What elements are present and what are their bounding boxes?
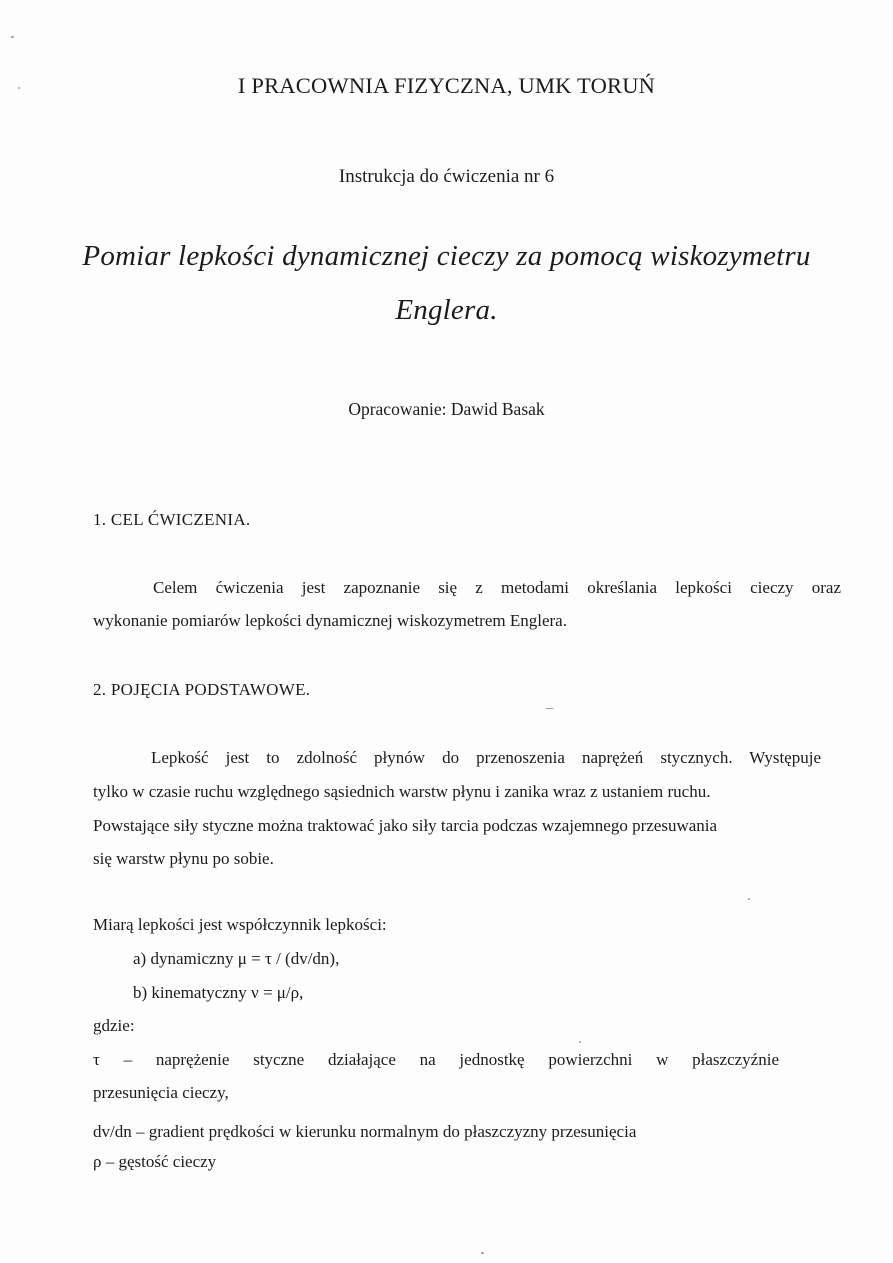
- definition-density: ρ – gęstość cieczy: [93, 1152, 217, 1171]
- scan-speck: [481, 1252, 484, 1254]
- definition-velocity-gradient: dv/dn – gradient prędkości w kierunku normalnym do płaszczyzny przesunięcia: [93, 1122, 637, 1141]
- list-item-kinematic: b) kinematyczny ν = μ/ρ,: [133, 983, 304, 1002]
- list-item-dynamic: a) dynamiczny μ = τ / (dv/dn),: [133, 949, 340, 968]
- definition-tau: τ – naprężenie styczne działające na jednostkę powierzchni w płaszczyźnie: [93, 1050, 779, 1069]
- document-title-line-2: Englera.: [395, 294, 498, 326]
- document-title-line-1: Pomiar lepkości dynamicznej cieczy za pomocą wiskozymetru: [82, 240, 811, 272]
- section-2-paragraph-line: się warstw płynu po sobie.: [93, 849, 274, 868]
- section-1-paragraph-line: wykonanie pomiarów lepkości dynamicznej wiskozymetrem Englera.: [93, 611, 567, 630]
- section-1-paragraph-line: Celem ćwiczenia jest zapoznanie się z metodami określania lepkości cieczy oraz: [153, 578, 841, 597]
- viscosity-measure-intro: Miarą lepkości jest współczynnik lepkości:: [93, 915, 387, 934]
- scan-speck: [748, 898, 750, 900]
- author-line: Opracowanie: Dawid Basak: [348, 399, 545, 419]
- instruction-number: Instrukcja do ćwiczenia nr 6: [338, 166, 555, 187]
- scan-speck: [18, 87, 20, 89]
- definition-tau-continued: przesunięcia cieczy,: [93, 1083, 229, 1102]
- scan-speck: [579, 1041, 581, 1043]
- section-2-heading: 2. POJĘCIA PODSTAWOWE.: [93, 680, 311, 699]
- scan-speck: [545, 708, 554, 709]
- section-2-paragraph-line: Lepkość jest to zdolność płynów do przenoszenia naprężeń stycznych. Występuje: [151, 748, 821, 767]
- where-label: gdzie:: [93, 1016, 135, 1035]
- scan-speck: [11, 36, 14, 38]
- section-2-paragraph-line: Powstające siły styczne można traktować jako siły tarcia podczas wzajemnego przesuwania: [93, 816, 718, 835]
- institution-header: I PRACOWNIA FIZYCZNA, UMK TORUŃ: [237, 73, 656, 98]
- section-1-heading: 1. CEL ĆWICZENIA.: [93, 510, 251, 529]
- section-2-paragraph-line: tylko w czasie ruchu względnego sąsiednich warstw płynu i zanika wraz z ustaniem ruchu.: [93, 782, 711, 801]
